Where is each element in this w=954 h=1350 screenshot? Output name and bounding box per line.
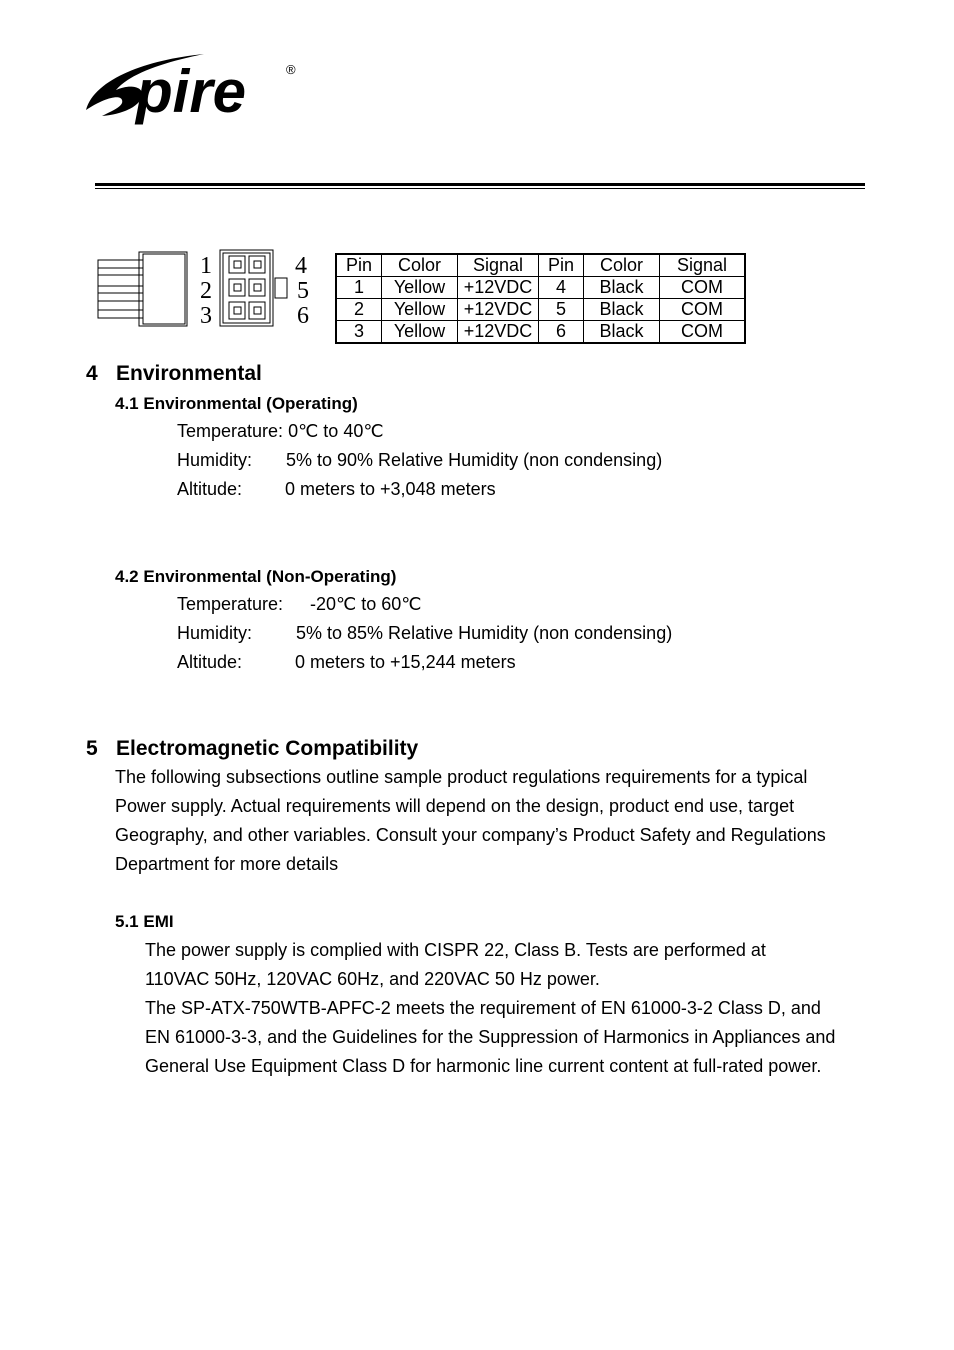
- table-cell: Yellow: [382, 299, 458, 321]
- label: Humidity:: [177, 623, 253, 643]
- table-cell: +12VDC: [458, 277, 539, 299]
- table-cell: 6: [539, 321, 584, 344]
- section-title: Environmental: [116, 362, 262, 385]
- table-cell: Black: [584, 277, 660, 299]
- section-title: Electromagnetic Compatibility: [116, 737, 419, 760]
- header-signal: Signal: [458, 254, 539, 277]
- value: 0 meters to +3,048 meters: [285, 479, 496, 499]
- pin-label-2: 2: [200, 278, 212, 304]
- value: -20℃ to 60℃: [310, 594, 422, 614]
- logo-wordmark: pire: [136, 58, 247, 125]
- section-4-heading: [86, 362, 262, 386]
- label: Altitude:: [177, 652, 243, 672]
- op-altitude-line: [177, 475, 496, 504]
- emi-line: General Use Equipment Class D for harmonic line current content at full-rated power.: [145, 1056, 822, 1076]
- value: 0℃ to 40℃: [288, 421, 384, 441]
- section-5-intro-line: Geography, and other variables. Consult your company’s Product Safety and Regulations: [115, 825, 826, 845]
- label: Temperature:: [177, 594, 284, 614]
- spire-logo: [84, 40, 304, 132]
- table-cell: 2: [336, 299, 382, 321]
- pin-label-6: 6: [297, 303, 309, 329]
- nonop-altitude-line: [177, 648, 516, 677]
- value: 5% to 90% Relative Humidity (non condensing): [286, 450, 663, 470]
- table-cell: COM: [660, 321, 746, 344]
- label: Humidity:: [177, 450, 253, 470]
- table-header-row: [336, 254, 745, 277]
- emi-line: The power supply is complied with CISPR 22, Class B. Tests are performed at: [145, 940, 766, 960]
- section-5-heading: [86, 737, 418, 761]
- header-signal: Signal: [660, 254, 746, 277]
- pin-label-1: 1: [200, 253, 212, 279]
- section-5-intro-line: Power supply. Actual requirements will depend on the design, product end use, target: [115, 796, 795, 816]
- header-rule: [95, 183, 865, 186]
- table-cell: 5: [539, 299, 584, 321]
- table-cell: 1: [336, 277, 382, 299]
- section-5-intro-line: The following subsections outline sample product regulations requirements for a typical: [115, 767, 808, 787]
- nonop-humidity-line: [177, 619, 672, 648]
- label: Altitude:: [177, 479, 243, 499]
- emi-line: EN 61000-3-3, and the Guidelines for the Suppression of Harmonics in Appliances and: [145, 1027, 836, 1047]
- table-cell: 4: [539, 277, 584, 299]
- table-cell: +12VDC: [458, 321, 539, 344]
- connector-diagram: [95, 248, 320, 330]
- pin-table: [335, 253, 746, 344]
- table-cell: COM: [660, 277, 746, 299]
- subsection-4-2-heading: 4.2 Environmental (Non-Operating): [115, 567, 397, 586]
- header-rule-thin: [95, 188, 865, 189]
- section-number: 4: [86, 362, 98, 385]
- pin-label-5: 5: [297, 278, 309, 304]
- emi-line: 110VAC 50Hz, 120VAC 60Hz, and 220VAC 50 Hz power.: [145, 969, 600, 989]
- op-temperature-line: [177, 417, 384, 446]
- table-cell: COM: [660, 299, 746, 321]
- table-row: [336, 277, 745, 299]
- table-row: [336, 321, 745, 344]
- registered-mark: ®: [286, 62, 296, 77]
- table-row: [336, 299, 745, 321]
- label: Temperature:: [177, 421, 284, 441]
- table-cell: Black: [584, 321, 660, 344]
- header-pin: Pin: [539, 254, 584, 277]
- table-cell: +12VDC: [458, 299, 539, 321]
- nonop-temperature-line: [177, 590, 421, 619]
- section-5-intro-line: Department for more details: [115, 854, 339, 874]
- table-cell: 3: [336, 321, 382, 344]
- emi-line: The SP-ATX-750WTB-APFC-2 meets the requirement of EN 61000-3-2 Class D, and: [145, 998, 821, 1018]
- header-color: Color: [584, 254, 660, 277]
- value: 0 meters to +15,244 meters: [295, 652, 516, 672]
- pin-label-3: 3: [200, 303, 212, 329]
- table-cell: Black: [584, 299, 660, 321]
- subsection-4-1-heading: 4.1 Environmental (Operating): [115, 394, 358, 413]
- table-cell: Yellow: [382, 277, 458, 299]
- section-number: 5: [86, 737, 98, 760]
- subsection-5-1-heading: 5.1 EMI: [115, 912, 174, 931]
- table-cell: Yellow: [382, 321, 458, 344]
- value: 5% to 85% Relative Humidity (non condensing): [296, 623, 673, 643]
- header-pin: Pin: [336, 254, 382, 277]
- pin-label-4: 4: [295, 253, 307, 279]
- header-color: Color: [382, 254, 458, 277]
- op-humidity-line: [177, 446, 662, 475]
